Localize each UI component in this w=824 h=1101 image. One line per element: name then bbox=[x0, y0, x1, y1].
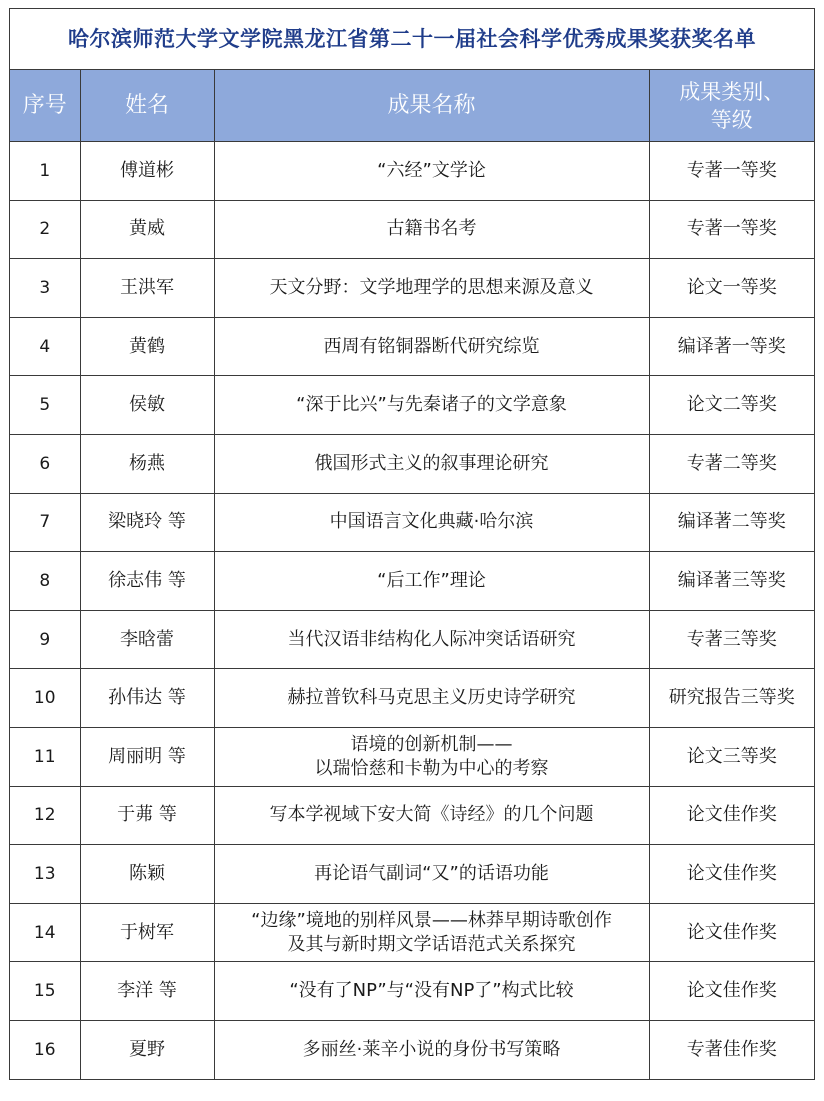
cell-name: 李晗蕾 bbox=[80, 610, 214, 669]
cell-category: 论文二等奖 bbox=[649, 376, 814, 435]
cell-no: 5 bbox=[10, 376, 80, 435]
cell-no: 10 bbox=[10, 669, 80, 728]
cell-work bbox=[214, 669, 649, 728]
cell-no: 16 bbox=[10, 1020, 80, 1078]
header-work: 成果名称 bbox=[214, 70, 649, 142]
cell-work bbox=[214, 200, 649, 259]
cell-no: 7 bbox=[10, 493, 80, 552]
award-table bbox=[10, 70, 814, 1079]
cell-category: 论文佳作奖 bbox=[649, 903, 814, 962]
table-row bbox=[10, 552, 814, 611]
table-row bbox=[10, 903, 814, 962]
cell-work bbox=[214, 727, 649, 786]
cell-work bbox=[214, 962, 649, 1021]
cell-name: 杨燕 bbox=[80, 434, 214, 493]
cell-work bbox=[214, 259, 649, 318]
cell-work bbox=[214, 142, 649, 201]
header-row bbox=[10, 70, 814, 142]
cell-name: 傅道彬 bbox=[80, 142, 214, 201]
document-title: 哈尔滨师范大学文学院黑龙江省第二十一届社会科学优秀成果奖获奖名单 bbox=[10, 9, 814, 70]
cell-no: 8 bbox=[10, 552, 80, 611]
table-row bbox=[10, 786, 814, 845]
cell-category: 专著二等奖 bbox=[649, 434, 814, 493]
cell-work-line: 及其与新时期文学话语范式关系探究 bbox=[287, 933, 576, 955]
cell-no: 15 bbox=[10, 962, 80, 1021]
cell-work-line: “六经”文学论 bbox=[377, 159, 486, 181]
cell-name: 于树军 bbox=[80, 903, 214, 962]
cell-category: 专著佳作奖 bbox=[649, 1020, 814, 1078]
cell-work-line: 写本学视域下安大简《诗经》的几个问题 bbox=[269, 804, 594, 826]
cell-name: 黄鹤 bbox=[80, 317, 214, 376]
table-row bbox=[10, 200, 814, 259]
cell-work-line: 再论语气副词“又”的话语功能 bbox=[314, 862, 549, 884]
cell-work bbox=[214, 903, 649, 962]
cell-work-line: 语境的创新机制—— bbox=[350, 733, 513, 755]
cell-work-line: 俄国形式主义的叙事理论研究 bbox=[314, 452, 549, 474]
award-list-sheet bbox=[9, 8, 815, 1080]
cell-work-line: “边缘”境地的别样风景——林莽早期诗歌创作 bbox=[251, 909, 612, 931]
cell-no: 9 bbox=[10, 610, 80, 669]
cell-name: 李洋 等 bbox=[80, 962, 214, 1021]
table-row bbox=[10, 142, 814, 201]
cell-work-line: 天文分野：文学地理学的思想来源及意义 bbox=[269, 276, 594, 298]
cell-work-line: 古籍书名考 bbox=[386, 218, 477, 240]
header-category-line1: 成果类别、 bbox=[679, 79, 785, 104]
cell-work-line: “没有了NP”与“没有NP了”构式比较 bbox=[289, 980, 574, 1002]
cell-no: 14 bbox=[10, 903, 80, 962]
cell-name: 孙伟达 等 bbox=[80, 669, 214, 728]
table-row bbox=[10, 376, 814, 435]
cell-category: 编译著一等奖 bbox=[649, 317, 814, 376]
cell-category: 论文三等奖 bbox=[649, 727, 814, 786]
cell-work-line: 中国语言文化典藏·哈尔滨 bbox=[329, 511, 534, 533]
cell-category: 专著一等奖 bbox=[649, 142, 814, 201]
table-row bbox=[10, 610, 814, 669]
cell-work bbox=[214, 376, 649, 435]
cell-no: 3 bbox=[10, 259, 80, 318]
table-row bbox=[10, 259, 814, 318]
cell-category: 论文佳作奖 bbox=[649, 786, 814, 845]
cell-work-line: “后工作”理论 bbox=[377, 569, 486, 591]
cell-name: 侯敏 bbox=[80, 376, 214, 435]
cell-category: 论文佳作奖 bbox=[649, 845, 814, 904]
cell-work bbox=[214, 786, 649, 845]
cell-work-line: “深于比兴”与先秦诸子的文学意象 bbox=[296, 394, 567, 416]
table-row bbox=[10, 962, 814, 1021]
cell-no: 11 bbox=[10, 727, 80, 786]
cell-work-line: 赫拉普钦科马克思主义历史诗学研究 bbox=[287, 687, 576, 709]
cell-name: 徐志伟 等 bbox=[80, 552, 214, 611]
cell-no: 13 bbox=[10, 845, 80, 904]
cell-work bbox=[214, 610, 649, 669]
cell-name: 梁晓玲 等 bbox=[80, 493, 214, 552]
header-category-line2: 等级 bbox=[710, 107, 753, 132]
cell-work bbox=[214, 1020, 649, 1078]
header-category bbox=[649, 70, 814, 142]
table-row bbox=[10, 493, 814, 552]
header-no: 序号 bbox=[10, 70, 80, 142]
cell-category: 编译著二等奖 bbox=[649, 493, 814, 552]
table-row bbox=[10, 669, 814, 728]
cell-category: 专著三等奖 bbox=[649, 610, 814, 669]
cell-work-line: 当代汉语非结构化人际冲突话语研究 bbox=[287, 628, 576, 650]
cell-work bbox=[214, 493, 649, 552]
cell-no: 2 bbox=[10, 200, 80, 259]
table-row bbox=[10, 1020, 814, 1078]
table-row bbox=[10, 434, 814, 493]
cell-category: 论文一等奖 bbox=[649, 259, 814, 318]
table-row bbox=[10, 317, 814, 376]
cell-work-line: 西周有铭铜器断代研究综览 bbox=[323, 335, 540, 357]
cell-no: 6 bbox=[10, 434, 80, 493]
cell-category: 研究报告三等奖 bbox=[649, 669, 814, 728]
cell-category: 编译著三等奖 bbox=[649, 552, 814, 611]
cell-work bbox=[214, 552, 649, 611]
cell-work-line: 以瑞恰慈和卡勒为中心的考察 bbox=[314, 757, 549, 779]
cell-no: 1 bbox=[10, 142, 80, 201]
cell-category: 论文佳作奖 bbox=[649, 962, 814, 1021]
cell-name: 夏野 bbox=[80, 1020, 214, 1078]
cell-no: 4 bbox=[10, 317, 80, 376]
cell-work-line: 多丽丝·莱辛小说的身份书写策略 bbox=[302, 1038, 561, 1060]
cell-work bbox=[214, 434, 649, 493]
cell-name: 黄威 bbox=[80, 200, 214, 259]
cell-work bbox=[214, 317, 649, 376]
cell-name: 陈颖 bbox=[80, 845, 214, 904]
table-row bbox=[10, 727, 814, 786]
cell-name: 王洪军 bbox=[80, 259, 214, 318]
cell-work bbox=[214, 845, 649, 904]
cell-name: 于茀 等 bbox=[80, 786, 214, 845]
table-row bbox=[10, 845, 814, 904]
cell-category: 专著一等奖 bbox=[649, 200, 814, 259]
cell-name: 周丽明 等 bbox=[80, 727, 214, 786]
cell-no: 12 bbox=[10, 786, 80, 845]
header-name: 姓名 bbox=[80, 70, 214, 142]
